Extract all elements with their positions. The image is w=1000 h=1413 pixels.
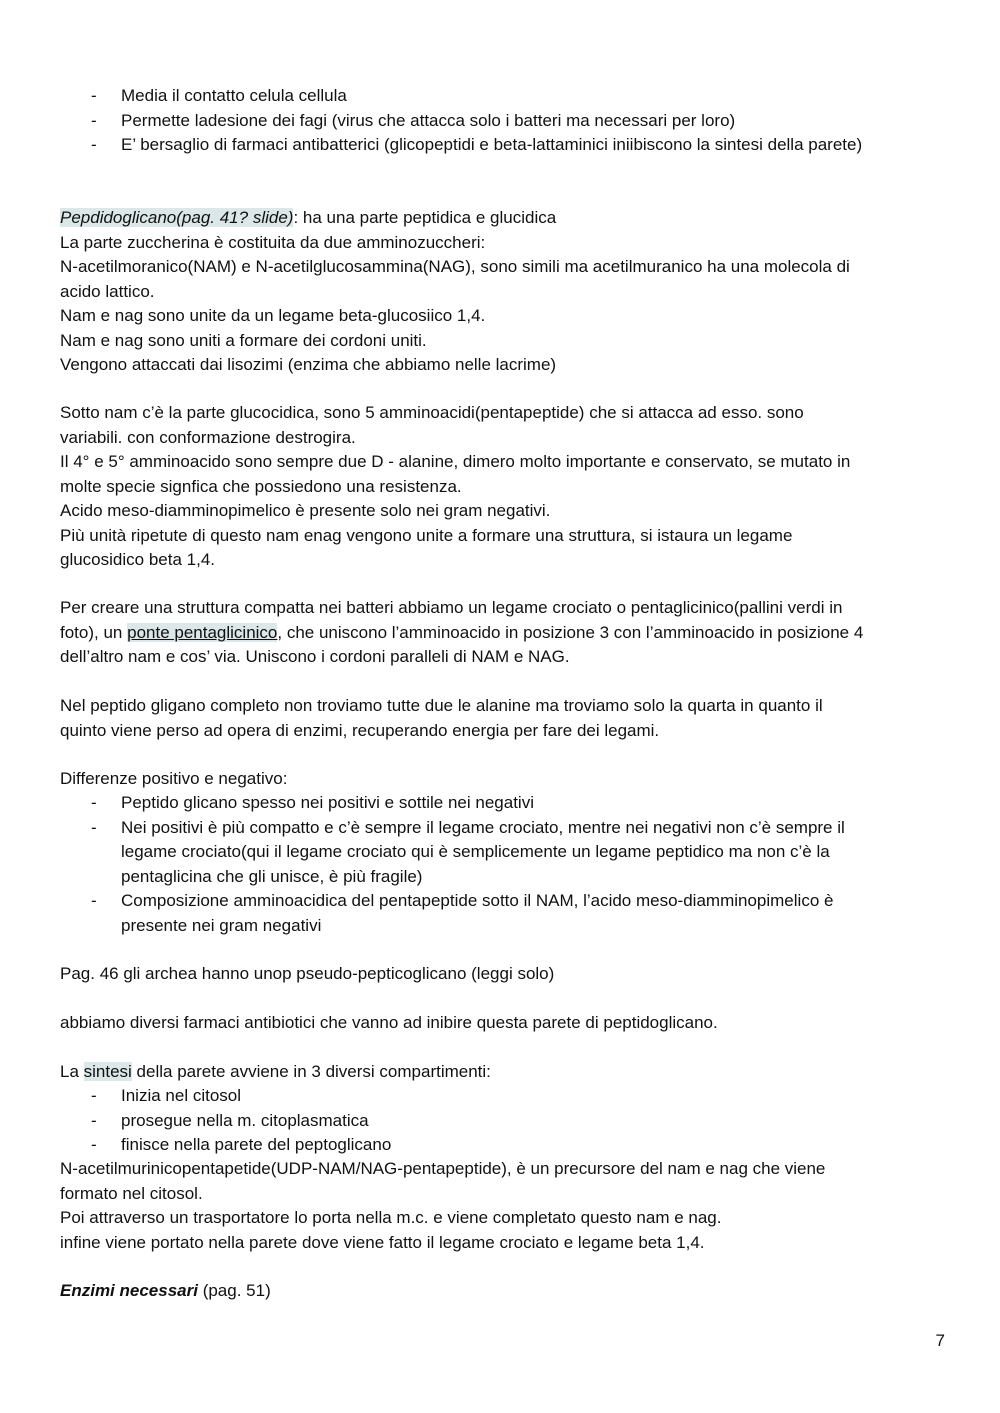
list-item: - prosegue nella m. citoplasmatica	[60, 1109, 940, 1134]
differenze-list	[60, 791, 940, 938]
enzimi-heading: Enzimi necessari (pag. 51)	[60, 1281, 271, 1300]
list-item: - E’ bersaglio di farmaci antibatterici (glicopeptidi e beta-lattaminici iniibiscono la sintesi della parete)	[60, 133, 940, 158]
list-item: - finisce nella parete del peptoglicano	[60, 1133, 940, 1158]
list-item: - Inizia nel citosol	[60, 1084, 940, 1109]
peptidoglicano-paragraph: Pepdidoglicano(pag. 41? slide): ha una parte peptidica e glucidica La parte zuccherina è costituita da due amminozuccheri: N-acetilmoranico(NAM) e N-acetilglucosammina(NAG), sono simili ma acetilmuranico ha una molecola di acido lattico. Nam e nag sono unite da un legame beta-glucosiico 1,4. Nam e nag sono uniti a formare dei cordoni uniti. Vengono attaccati dai lisozimi (enzima che abbiamo nelle lacrime)	[60, 208, 850, 374]
bullet-dash: -	[91, 891, 97, 910]
bullet-dash: -	[91, 135, 97, 154]
highlighted-sintesi: sintesi	[83, 1062, 132, 1081]
bullet-dash: -	[91, 793, 97, 812]
bullet-dash: -	[91, 86, 97, 105]
differenze-title: Differenze positivo e negativo:	[60, 769, 288, 788]
farmaci-line: abbiamo diversi farmaci antibiotici che vanno ad inibire questa parete di peptidoglicano.	[60, 1013, 718, 1032]
page-number: 7	[935, 1331, 945, 1350]
list-item: - Nei positivi è più compatto e c’è sempre il legame crociato, mentre nei negativi non c’è sempre il legame crociato(qui il legame crociato qui è semplicemente un legame peptidico ma non c’è la pentaglicina che gli unisce, è più fragile)	[91, 817, 845, 886]
top-bullet-list	[60, 84, 940, 158]
bullet-dash: -	[91, 1135, 97, 1154]
sintesi-paragraph: N-acetilmurinicopentapetide(UDP-NAM/NAG-pentapeptide), è un precursore del nam e nag che viene formato nel citosol. Poi attraverso un trasportatore lo porta nella m.c. e viene completato questo nam e nag. infine viene portato nella parete dove viene fatto il legame crociato e legame beta 1,4.	[60, 1159, 826, 1252]
list-item: - Peptido glicano spesso nei positivi e sottile nei negativi	[60, 791, 940, 816]
bullet-dash: -	[91, 110, 97, 130]
bullet-dash: -	[91, 817, 97, 837]
ponte-paragraph: Per creare una struttura compatta nei batteri abbiamo un legame crociato o pentaglicinico(pallini verdi in foto), un ponte pentaglicinico, che uniscono l’amminoacido in posizione 3 con l’amminoacido in posizione 4 dell’altro nam e cos’ via. Uniscono i cordoni paralleli di NAM e NAG.	[60, 598, 864, 666]
highlighted-term: Pepdidoglicano(pag. 41? slide)	[60, 208, 294, 227]
list-item: - Permette ladesione dei fagi (virus che attacca solo i batteri ma necessari per loro)	[60, 109, 940, 134]
gligano-paragraph: Nel peptido gligano completo non troviamo tutte due le alanine ma troviamo solo la quarta in quanto il quinto viene perso ad opera di enzimi, recuperando energia per fare dei legami.	[60, 696, 823, 740]
list-item: - Media il contatto celula cellula	[60, 84, 940, 109]
sotto-nam-paragraph: Sotto nam c’è la parte glucocidica, sono 5 amminoacidi(pentapeptide) che si attacca ad esso. sono variabili. con conformazione destrogira. Il 4° e 5° amminoacido sono sempre due D - alanine, dimero molto importante e conservato, se mutato in molte specie signfica che possiedono una resistenza. Acido meso-diamminopimelico è presente solo nei gram negativi. Più unità ripetute di questo nam enag vengono unite a formare una struttura, si istaura un legame glucosidico beta 1,4.	[60, 403, 851, 569]
sintesi-list	[60, 1084, 940, 1158]
sintesi-intro: La sintesi della parete avviene in 3 diversi compartimenti:	[60, 1062, 491, 1081]
bullet-dash: -	[91, 1110, 97, 1130]
list-item: - Composizione amminoacidica del pentapeptide sotto il NAM, l’acido meso-diamminopimelico è presente nei gram negativi	[91, 891, 834, 935]
bullet-dash: -	[91, 1086, 97, 1105]
ponte-pentaglicinico-link[interactable]: ponte pentaglicinico	[127, 622, 278, 642]
pag46-line: Pag. 46 gli archea hanno unop pseudo-pepticoglicano (leggi solo)	[60, 964, 555, 983]
